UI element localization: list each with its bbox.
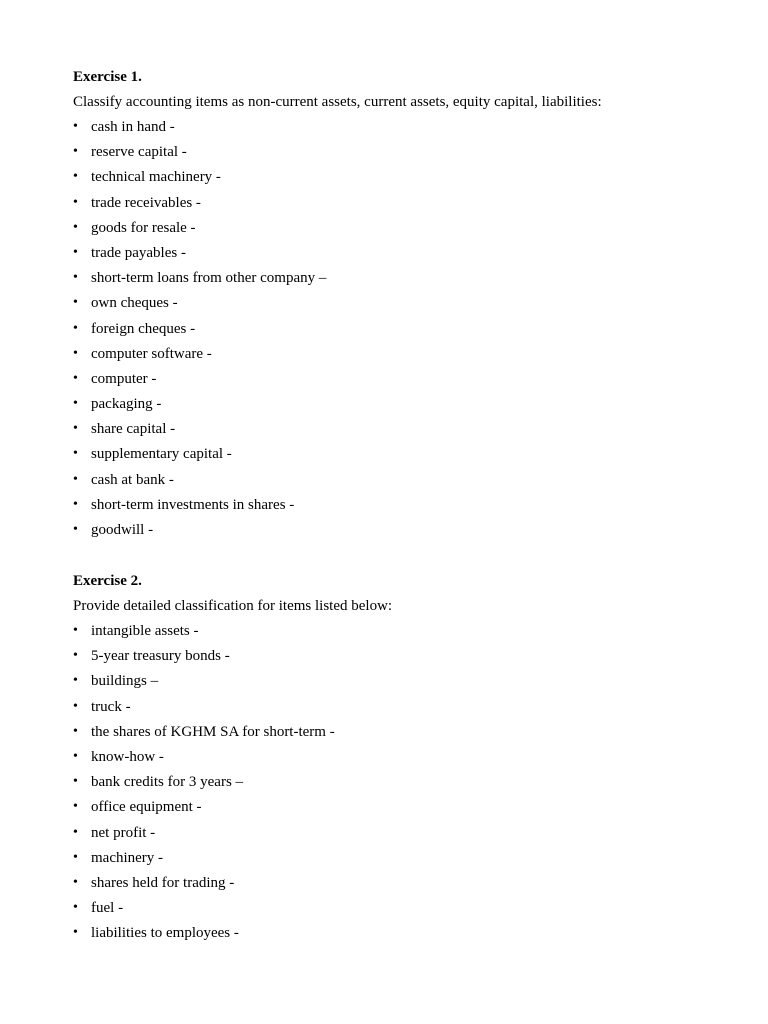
- bullet-icon: •: [73, 849, 78, 865]
- list-item: [73, 318, 713, 343]
- list-item: [73, 494, 713, 519]
- list-item-text: office equipment -: [91, 799, 202, 816]
- list-item: [73, 242, 713, 267]
- exercise-1-section: [73, 66, 713, 544]
- list-item: [73, 620, 713, 645]
- bullet-icon: •: [73, 623, 78, 638]
- list-item: [73, 343, 713, 368]
- list-item: [73, 292, 713, 317]
- list-item: [73, 116, 713, 141]
- list-item-text: share capital -: [91, 421, 176, 438]
- list-item: [73, 418, 713, 443]
- list-item-text: net profit -: [91, 824, 156, 841]
- bullet-icon: •: [73, 522, 78, 537]
- list-item: [73, 796, 713, 821]
- list-item-text: bank credits for 3 years –: [91, 774, 244, 791]
- list-item-text: trade receivables -: [91, 194, 201, 211]
- list-item: [73, 822, 713, 847]
- list-item-text: goodwill -: [91, 522, 154, 538]
- list-item-text: cash in hand -: [91, 119, 175, 135]
- bullet-icon: •: [73, 194, 78, 210]
- list-item: [73, 443, 713, 468]
- list-item: [73, 696, 713, 721]
- list-item: [73, 872, 713, 897]
- list-item-text: 5-year treasury bonds -: [91, 648, 230, 665]
- bullet-icon: •: [73, 446, 78, 462]
- bullet-icon: •: [73, 370, 78, 386]
- exercise-1-instructions: Classify accounting items as non-current assets, current assets, equity capital, liabilities:: [73, 94, 602, 110]
- bullet-icon: •: [73, 774, 78, 790]
- list-item-text: computer -: [91, 370, 157, 387]
- bullet-icon: •: [73, 723, 78, 739]
- exercise-2-section: [73, 570, 713, 947]
- list-item-text: foreign cheques -: [91, 320, 196, 337]
- bullet-icon: •: [73, 295, 78, 311]
- list-item-text: intangible assets -: [91, 623, 199, 639]
- list-item: [73, 393, 713, 418]
- list-item-text: liabilities to employees -: [91, 925, 239, 942]
- list-item: [73, 267, 713, 292]
- bullet-icon: •: [73, 673, 78, 689]
- list-item-text: computer software -: [91, 345, 212, 362]
- bullet-icon: •: [73, 244, 78, 260]
- bullet-icon: •: [73, 345, 78, 361]
- bullet-icon: •: [73, 824, 78, 840]
- list-item: [73, 166, 713, 191]
- bullet-icon: •: [73, 144, 78, 160]
- list-item-text: know-how -: [91, 748, 164, 765]
- bullet-icon: •: [73, 169, 78, 185]
- exercise-2-item-list: [73, 620, 713, 947]
- bullet-icon: •: [73, 648, 78, 664]
- list-item: [73, 897, 713, 922]
- list-item: [73, 922, 713, 947]
- bullet-icon: •: [73, 396, 78, 412]
- bullet-icon: •: [73, 874, 78, 890]
- exercise-2-heading: Exercise 2.: [73, 573, 142, 589]
- list-item-text: reserve capital -: [91, 144, 187, 161]
- list-item-text: trade payables -: [91, 244, 186, 261]
- list-item-text: short-term investments in shares -: [91, 496, 295, 513]
- list-item: [73, 217, 713, 242]
- bullet-icon: •: [73, 900, 78, 916]
- list-item-text: truck -: [91, 698, 131, 715]
- list-item: [73, 847, 713, 872]
- exercise-2-instructions: Provide detailed classification for items listed below:: [73, 598, 393, 614]
- list-item: [73, 192, 713, 217]
- list-item: [73, 469, 713, 494]
- list-item-text: fuel -: [91, 900, 124, 917]
- list-item-text: supplementary capital -: [91, 446, 232, 463]
- bullet-icon: •: [73, 270, 78, 286]
- bullet-icon: •: [73, 748, 78, 764]
- bullet-icon: •: [73, 471, 78, 487]
- list-item-text: buildings –: [91, 673, 159, 690]
- list-item: [73, 519, 713, 544]
- list-item: [73, 721, 713, 746]
- bullet-icon: •: [73, 925, 78, 941]
- list-item-text: short-term loans from other company –: [91, 270, 327, 287]
- list-item-text: goods for resale -: [91, 219, 196, 236]
- bullet-icon: •: [73, 698, 78, 714]
- list-item-text: technical machinery -: [91, 169, 221, 186]
- list-item: [73, 670, 713, 695]
- list-item: [73, 771, 713, 796]
- bullet-icon: •: [73, 496, 78, 512]
- bullet-icon: •: [73, 219, 78, 235]
- list-item-text: shares held for trading -: [91, 874, 235, 891]
- list-item: [73, 645, 713, 670]
- list-item: [73, 141, 713, 166]
- list-item-text: the shares of KGHM SA for short-term -: [91, 723, 335, 740]
- exercise-1-heading: Exercise 1.: [73, 69, 142, 85]
- bullet-icon: •: [73, 421, 78, 437]
- list-item: [73, 746, 713, 771]
- list-item-text: packaging -: [91, 396, 162, 413]
- bullet-icon: •: [73, 119, 78, 134]
- list-item-text: cash at bank -: [91, 471, 174, 488]
- bullet-icon: •: [73, 799, 78, 815]
- bullet-icon: •: [73, 320, 78, 336]
- list-item-text: machinery -: [91, 849, 164, 866]
- list-item-text: own cheques -: [91, 295, 178, 312]
- exercise-1-item-list: [73, 116, 713, 544]
- list-item: [73, 368, 713, 393]
